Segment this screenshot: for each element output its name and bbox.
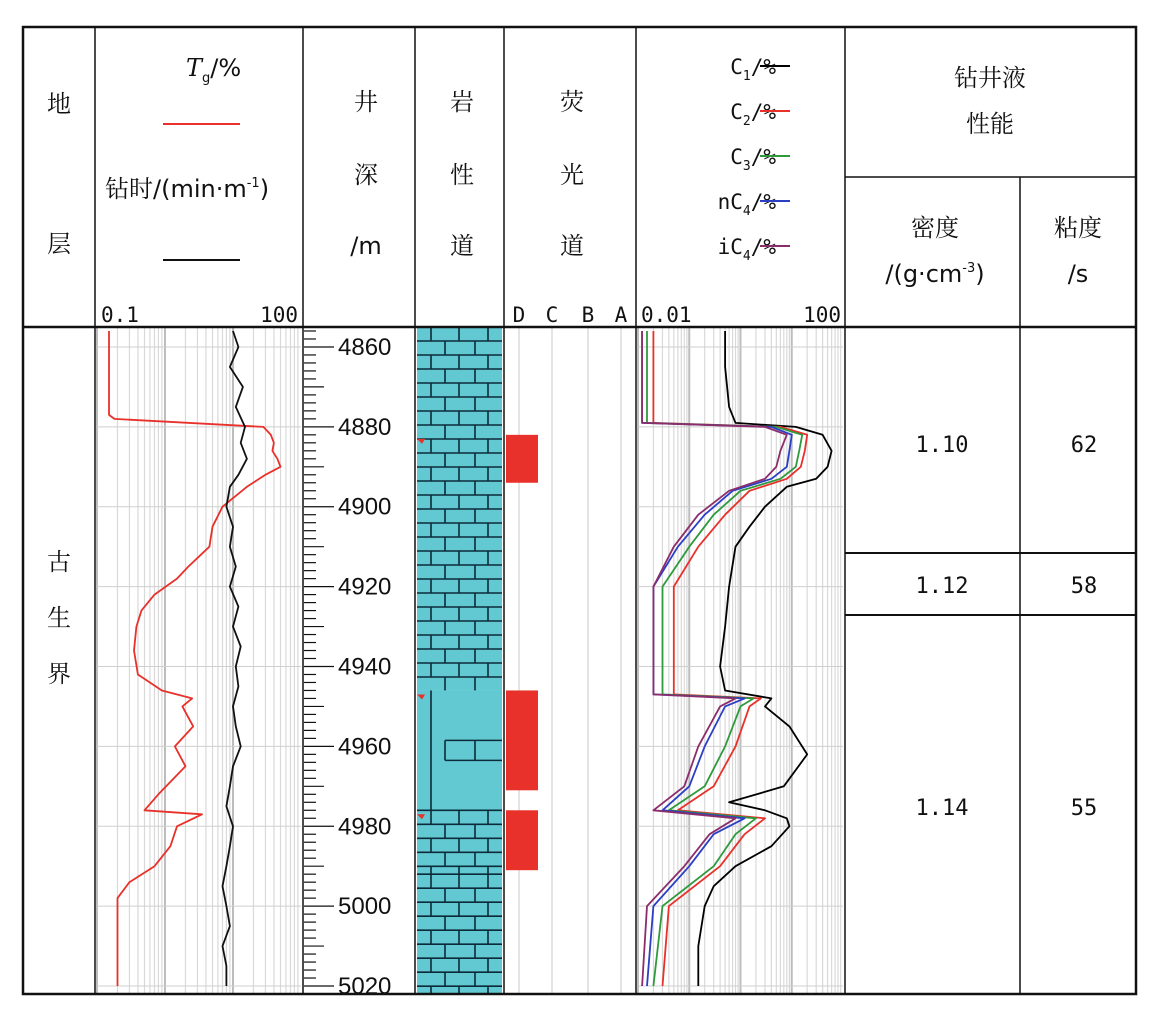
gas-legend-label: $C_2/\%$ xyxy=(730,100,776,129)
fluor-grade-a: A xyxy=(614,303,628,327)
depth-tick-label: 4960 xyxy=(338,733,392,761)
depth-tick-label: 4920 xyxy=(338,573,392,601)
density-header: 密度 xyxy=(911,214,959,242)
depth-header-2: 深 xyxy=(354,161,378,189)
lithology-header-2: 性 xyxy=(450,161,474,189)
depth-header-1: 井 xyxy=(354,88,378,116)
fluorescence-interval xyxy=(506,690,538,790)
depth-tick-label: 4860 xyxy=(338,333,392,361)
tg-label: $T_g/\%$ xyxy=(186,54,242,86)
density-value-1: 1.10 xyxy=(915,433,969,458)
depth-tick-label: 4900 xyxy=(338,493,392,521)
fluor-grade-b: B xyxy=(581,303,595,327)
fluid-title-1: 钻井液 xyxy=(954,64,1026,92)
gas-legend-label: $C_1/\%$ xyxy=(730,55,776,84)
gas-legend-label: $nC_4/\%$ xyxy=(717,190,776,219)
fluorescence-header-3: 道 xyxy=(560,232,584,260)
left-scale-max: 100 xyxy=(260,303,298,327)
fluor-grade-d: D xyxy=(512,303,526,327)
gas-scale-max: 100 xyxy=(803,303,841,327)
stratum-name-3: 界 xyxy=(47,660,71,688)
drill-time-label: 钻时$/(\min\cdot m^{-1})$ xyxy=(105,175,270,203)
gas-legend-label: $iC_4/\%$ xyxy=(717,235,776,264)
viscosity-value-2: 58 xyxy=(1070,574,1098,599)
stratum-name-1: 古 xyxy=(47,548,71,576)
lithology-column xyxy=(417,327,502,994)
viscosity-value-1: 62 xyxy=(1070,433,1098,458)
gas-legend-label: $C_3/\%$ xyxy=(730,145,776,174)
density-unit: $/(g\cdot cm^{-3})$ xyxy=(885,260,985,288)
viscosity-unit: /s xyxy=(1067,260,1089,288)
gas-scale-min: 0.01 xyxy=(641,303,692,327)
depth-tick-label: 5020 xyxy=(338,973,392,1001)
fluid-title-2: 性能 xyxy=(966,110,1014,138)
depth-axis xyxy=(304,331,391,1000)
depth-tick-label: 4980 xyxy=(338,813,392,841)
left-curve xyxy=(109,331,281,986)
viscosity-header: 粘度 xyxy=(1054,214,1102,242)
lithology-header-1: 岩 xyxy=(450,88,474,116)
density-value-3: 1.14 xyxy=(915,796,969,821)
gas-legend xyxy=(718,55,790,264)
fluorescence-interval xyxy=(506,435,538,483)
depth-tick-label: 5000 xyxy=(338,893,392,921)
stratum-name-2: 生 xyxy=(47,604,71,632)
depth-tick-label: 4940 xyxy=(338,653,392,681)
density-value-2: 1.12 xyxy=(915,574,969,599)
fluorescence-interval xyxy=(506,810,538,870)
fluorescence-header-1: 荧 xyxy=(560,88,584,116)
depth-tick-label: 4880 xyxy=(338,413,392,441)
fluor-grade-c: C xyxy=(545,303,559,327)
depth-header-3: /m xyxy=(350,232,382,260)
left-scale-min: 0.1 xyxy=(101,303,139,327)
strata-header-2: 层 xyxy=(47,230,71,258)
strata-header-1: 地 xyxy=(47,90,71,118)
fluorescence-header-2: 光 xyxy=(560,161,584,189)
lithology-layer xyxy=(417,690,502,810)
lithology-header-3: 道 xyxy=(450,232,474,260)
viscosity-value-3: 55 xyxy=(1070,796,1098,821)
